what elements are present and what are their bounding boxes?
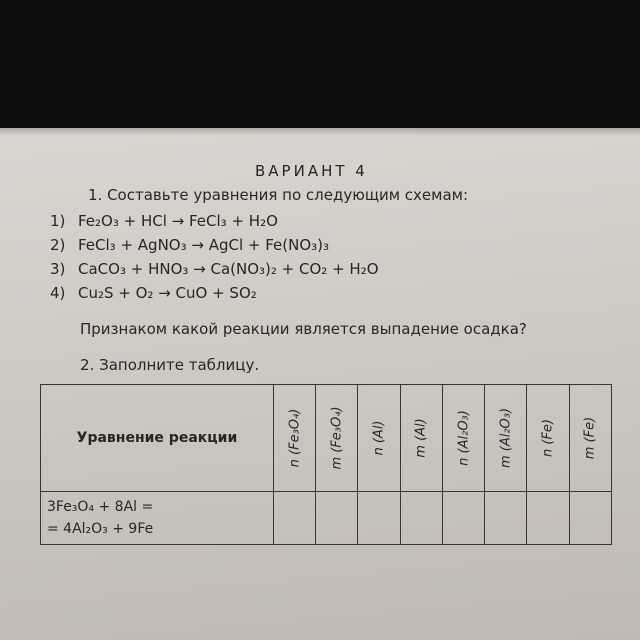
column-header: m (Fe₃O₄) (316, 385, 358, 492)
answer-cell[interactable] (400, 492, 442, 545)
answer-cell[interactable] (569, 492, 611, 545)
column-header: n (Al₂O₃) (442, 385, 484, 492)
answer-table (40, 384, 612, 545)
equation-line-2: = 4Al₂O₃ + 9Fe (47, 521, 154, 537)
answer-cell[interactable] (316, 492, 358, 545)
answer-cell[interactable] (273, 492, 315, 545)
equation-number: 1) (50, 212, 66, 230)
paper-edge-shadow (0, 128, 640, 136)
equation-text: Cu₂S + O₂ → CuO + SO₂ (78, 284, 257, 302)
equation-3 (50, 260, 379, 278)
answer-cell[interactable] (485, 492, 527, 545)
equation-line-1: 3Fe₃O₄ + 8Al = (47, 499, 154, 515)
table-header-row (41, 385, 612, 492)
column-header: n (Al) (358, 385, 400, 492)
equation-2 (50, 236, 329, 254)
column-header: m (Al₂O₃) (485, 385, 527, 492)
equation-column-header: Уравнение реакции (41, 385, 274, 492)
column-header: m (Fe) (569, 385, 611, 492)
task2-heading: 2. Заполните таблицу. (80, 356, 260, 374)
answer-cell[interactable] (527, 492, 569, 545)
task1-question: Признаком какой реакции является выпадение осадка? (80, 320, 527, 338)
equation-cell (41, 492, 274, 545)
answer-cell[interactable] (442, 492, 484, 545)
column-header: n (Fe) (527, 385, 569, 492)
equation-1 (50, 212, 278, 230)
equation-text: CaCO₃ + HNO₃ → Ca(NO₃)₂ + CO₂ + H₂O (78, 260, 379, 278)
task1-heading: 1. Составьте уравнения по следующим схемам: (88, 186, 469, 204)
table-row (41, 492, 612, 545)
variant-title: ВАРИАНТ 4 (255, 162, 368, 180)
answer-cell[interactable] (358, 492, 400, 545)
equation-number: 2) (50, 236, 66, 254)
equation-4 (50, 284, 257, 302)
equation-number: 3) (50, 260, 66, 278)
column-header: n (Fe₃O₄) (273, 385, 315, 492)
equation-text: FeCl₃ + AgNO₃ → AgCl + Fe(NO₃)₃ (78, 236, 330, 254)
equation-text: Fe₂O₃ + HCl → FeCl₃ + H₂O (78, 212, 278, 230)
equation-number: 4) (50, 284, 66, 302)
column-header: m (Al) (400, 385, 442, 492)
